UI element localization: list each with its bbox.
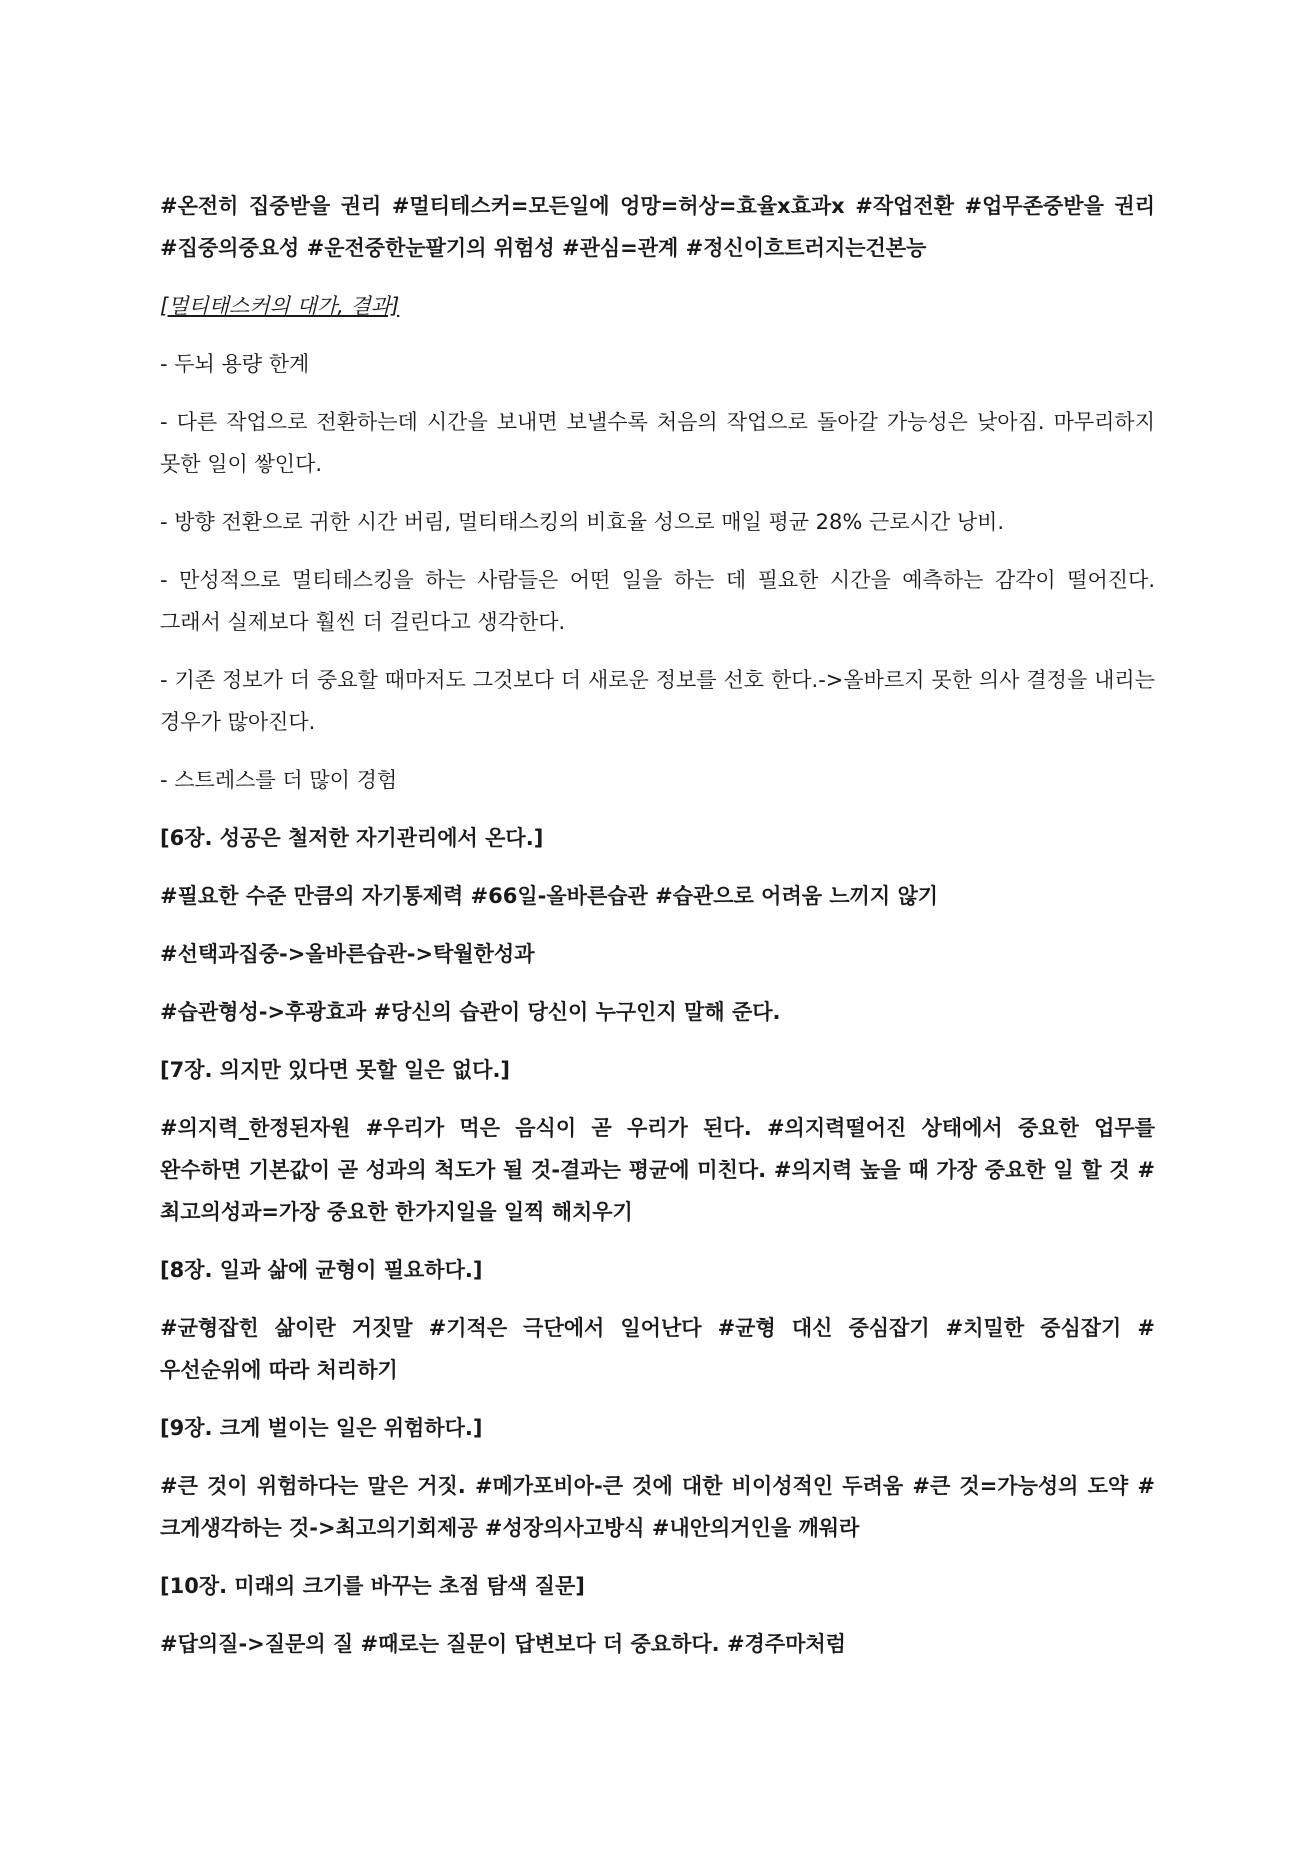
chapter-heading-7: [7장. 의지만 있다면 못할 일은 없다.] xyxy=(160,1058,511,1082)
hashtag-paragraph-willpower: #의지력_한정된자원 #우리가 먹은 음식이 곧 우리가 된다. #의지력떨어진 상태에서 중요한 업무를 완수하면 기본값이 곧 성과의 척도가 될 것-결과는 평균에 미친다. #의지력 높을 때 가장 중요한 일 할 것 #최고의성과=가장 중요한 한가지일을 일찍 해치우기 xyxy=(160,1116,1155,1224)
list-item-time-estimation: - 만성적으로 멀티테스킹을 하는 사람들은 어떤 일을 하는 데 필요한 시간을 예측하는 감각이 떨어진다. 그래서 실제보다 훨씬 더 걸린다고 생각한다. xyxy=(160,568,1155,634)
hashtag-paragraph-balance: #균형잡힌 삶이란 거짓말 #기적은 극단에서 일어난다 #균형 대신 중심잡기 #치밀한 중심잡기 #우선순위에 따라 처리하기 xyxy=(160,1316,1155,1382)
document-page xyxy=(160,185,1155,1681)
hashtag-paragraph-focus: #온전히 집중받을 권리 #멀티테스커=모든일에 엉망=허상=효율x효과x #작업전환 #업무존중받을 권리 #집중의중요성 #운전중한눈팔기의 위험성 #관심=관계 #정신이흐트러지는건본능 xyxy=(160,194,1155,260)
hashtag-paragraph-think-big: #큰 것이 위험하다는 말은 거짓. #메가포비아-큰 것에 대한 비이성적인 두려움 #큰 것=가능성의 도약 #크게생각하는 것->최고의기회제공 #성장의사고방식 #내안의거인을 깨워라 xyxy=(160,1474,1155,1540)
section-heading-multitasker-cost: [멀티태스커의 대가, 결과] xyxy=(160,294,400,318)
list-item-task-switching: - 다른 작업으로 전환하는데 시간을 보내면 보낼수록 처음의 작업으로 돌아갈 가능성은 낮아짐. 마무리하지 못한 일이 쌓인다. xyxy=(160,410,1155,476)
chapter-heading-9: [9장. 크게 벌이는 일은 위험하다.] xyxy=(160,1416,483,1440)
hashtag-paragraph-questions: #답의질->질문의 질 #때로는 질문이 답변보다 더 중요하다. #경주마처럼 xyxy=(160,1632,846,1656)
hashtag-paragraph-self-control: #필요한 수준 만큼의 자기통제력 #66일-올바른습관 #습관으로 어려움 느끼지 않기 xyxy=(160,884,939,908)
hashtag-paragraph-habit-formation: #습관형성->후광효과 #당신의 습관이 당신이 누구인지 말해 준다. xyxy=(160,1000,781,1024)
list-item-time-waste: - 방향 전환으로 귀한 시간 버림, 멀티태스킹의 비효율 성으로 매일 평균 28% 근로시간 낭비. xyxy=(160,510,1005,534)
hashtag-paragraph-choice-focus: #선택과집중->올바른습관->탁월한성과 xyxy=(160,942,535,966)
chapter-heading-6: [6장. 성공은 철저한 자기관리에서 온다.] xyxy=(160,826,544,850)
chapter-heading-8: [8장. 일과 삶에 균형이 필요하다.] xyxy=(160,1258,483,1282)
list-item-stress: - 스트레스를 더 많이 경험 xyxy=(160,768,398,792)
list-item-brain-capacity: - 두뇌 용량 한계 xyxy=(160,352,310,376)
list-item-new-information: - 기존 정보가 더 중요할 때마저도 그것보다 더 새로운 정보를 선호 한다.->올바르지 못한 의사 결정을 내리는 경우가 많아진다. xyxy=(160,668,1155,734)
chapter-heading-10: [10장. 미래의 크기를 바꾸는 초점 탐색 질문] xyxy=(160,1574,585,1598)
